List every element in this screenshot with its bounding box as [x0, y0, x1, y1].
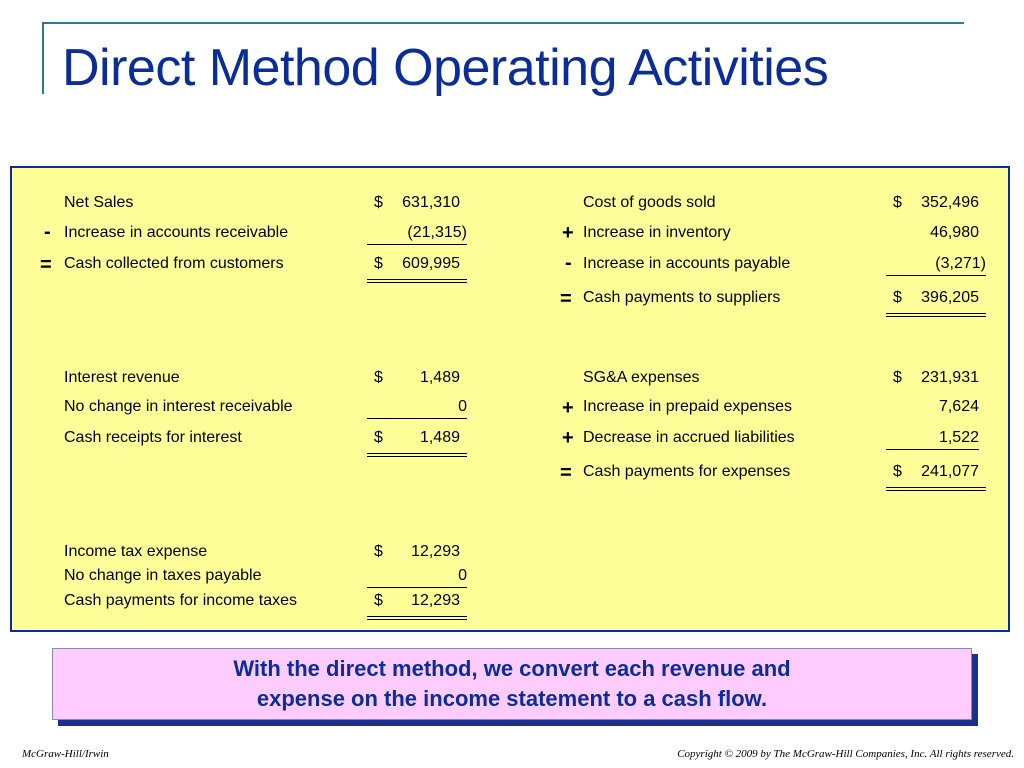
cogs-currency: $ [893, 194, 902, 211]
net-sales-currency: $ [374, 194, 383, 211]
tax-payments-currency: $ [374, 592, 383, 609]
plus-sign: + [562, 427, 574, 449]
taxes-payable-label: No change in taxes payable [64, 567, 262, 584]
cash-collected-value: 609,995 [402, 255, 460, 272]
callout-text: With the direct method, we convert each revenue and expense on the income statement to a cash flow. [233, 656, 791, 711]
sga-expenses-value: 231,931 [921, 369, 979, 386]
sga-expenses-label: SG&A expenses [583, 369, 700, 386]
accrued-decrease-label: Decrease in accrued liabilities [583, 429, 795, 446]
frame-vertical-line [42, 22, 44, 94]
interest-revenue-value: 1,489 [419, 369, 460, 386]
net-sales-label: Net Sales [64, 194, 134, 211]
cash-collected-currency: $ [374, 255, 383, 272]
ap-increase-value: (3,271) [886, 255, 986, 276]
minus-sign: - [44, 221, 51, 243]
page-title: Direct Method Operating Activities [62, 39, 829, 97]
tax-payments-label: Cash payments for income taxes [64, 592, 297, 609]
expense-payments-value: 241,077 [921, 463, 979, 480]
prepaid-increase-label: Increase in prepaid expenses [583, 398, 793, 415]
interest-receipts-currency: $ [374, 429, 383, 446]
prepaid-increase-value: 7,624 [938, 398, 979, 415]
interest-receivable-label: No change in interest receivable [64, 398, 293, 415]
cogs-label: Cost of goods sold [583, 194, 716, 211]
interest-revenue-label: Interest revenue [64, 369, 180, 386]
inventory-increase-label: Increase in inventory [583, 224, 731, 241]
expense-payments-currency: $ [893, 463, 902, 480]
frame-horizontal-line [42, 22, 964, 24]
expense-payments-label: Cash payments for expenses [583, 463, 791, 480]
income-tax-currency: $ [374, 543, 383, 560]
supplier-payments-currency: $ [893, 289, 902, 306]
equals-sign: = [40, 254, 52, 276]
tax-payments-value: 12,293 [411, 592, 460, 609]
footer-copyright: Copyright © 2009 by The McGraw-Hill Companies, Inc. All rights reserved. [677, 748, 1014, 760]
plus-sign: + [562, 397, 574, 419]
cash-collected-label: Cash collected from customers [64, 255, 284, 272]
taxes-payable-value: 0 [367, 567, 467, 588]
interest-receipts-value: 1,489 [419, 429, 460, 446]
ar-increase-value: (21,315) [367, 224, 467, 245]
footer-publisher: McGraw-Hill/Irwin [22, 748, 109, 760]
net-sales-value: 631,310 [402, 194, 460, 211]
supplier-payments-value: 396,205 [921, 289, 979, 306]
interest-revenue-currency: $ [374, 369, 383, 386]
callout-box [52, 648, 972, 720]
ar-increase-label: Increase in accounts receivable [64, 224, 289, 241]
equals-sign: = [560, 462, 572, 484]
sga-expenses-currency: $ [893, 369, 902, 386]
cogs-value: 352,496 [921, 194, 979, 211]
supplier-payments-label: Cash payments to suppliers [583, 289, 781, 306]
equals-sign: = [560, 288, 572, 310]
plus-sign: + [562, 222, 574, 244]
accrued-decrease-value: 1,522 [886, 429, 979, 450]
interest-receivable-value: 0 [367, 398, 467, 419]
minus-sign: - [565, 252, 572, 274]
income-tax-value: 12,293 [411, 543, 460, 560]
ap-increase-label: Increase in accounts payable [583, 255, 791, 272]
calculation-panel [10, 166, 1010, 632]
income-tax-label: Income tax expense [64, 543, 208, 560]
interest-receipts-label: Cash receipts for interest [64, 429, 242, 446]
inventory-increase-value: 46,980 [930, 224, 979, 241]
